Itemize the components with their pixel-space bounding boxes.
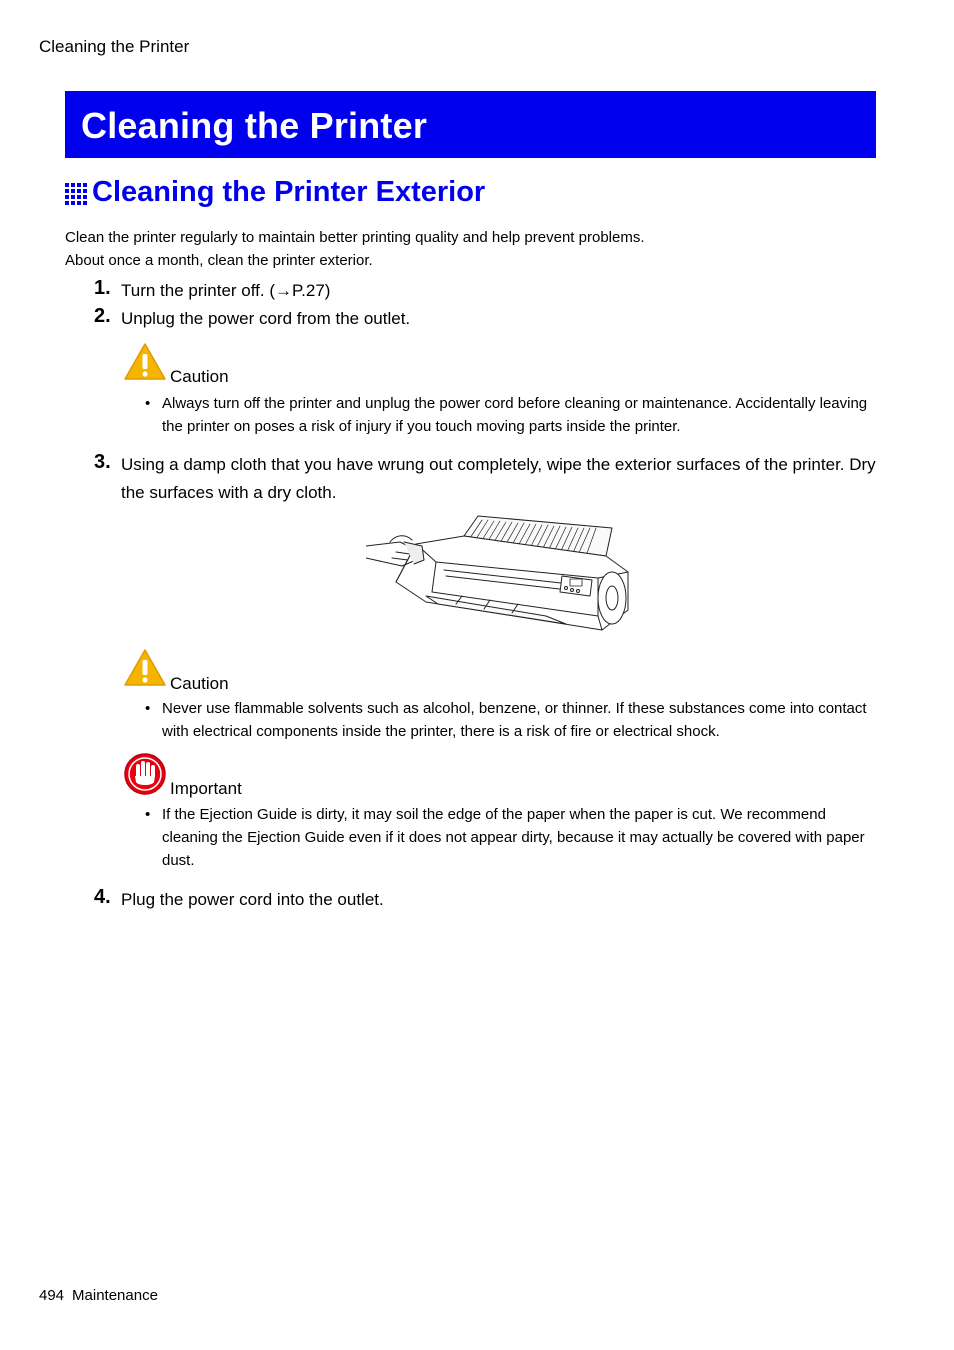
step-text: Using a damp cloth that you have wrung out completely, wipe the exterior surfaces of the printer. Dry the surfaces with a dry cloth. [121,455,876,502]
stop-hand-icon [123,752,167,796]
printer-cleaning-illustration [366,512,634,636]
intro-line: About once a month, clean the printer exterior. [65,252,373,269]
page-footer [39,1287,158,1304]
caution-notice [123,648,867,740]
page-number: 494 [39,1287,65,1304]
notice-text: If the Ejection Guide is dirty, it may soil the edge of the paper when the paper is cut. We recommend cleaning the Ejection Guide even if it does not appear dirty, because it may actually be covered with paper dust. [162,806,865,869]
notice-label: Important [170,779,242,798]
notice-list [145,392,881,438]
step-1 [94,277,881,305]
step-2 [94,305,881,333]
bullet: • [145,806,151,823]
footer-section: Maintenance [72,1287,158,1304]
step-number: 4. [94,886,111,908]
step-text: Unplug the power cord from the outlet. [121,309,411,328]
notice-text: Never use flammable solvents such as alcohol, benzene, or thinner. If these substances come into contact with electrical components inside the printer, there is a risk of fire or electrical shock. [162,700,867,740]
step-4 [94,886,881,914]
page-title: Cleaning the Printer [81,105,428,146]
notice-label: Caution [170,674,229,693]
step-3 [94,451,881,507]
list-item [145,392,881,438]
caution-notice [123,342,868,435]
intro-line: Clean the printer regularly to maintain better printing quality and help prevent problems. [65,229,645,246]
grid-icon [65,183,87,205]
section-heading: Cleaning the Printer Exterior [92,176,486,208]
step-number: 3. [94,451,111,473]
section-header [65,176,485,209]
notice-label: Caution [170,367,229,386]
list-item [145,697,881,743]
list-item [145,803,881,872]
caution-icon [123,342,167,382]
notice-list [145,697,881,743]
chapter-title-bar [65,91,876,158]
step-number: 1. [94,277,111,299]
intro-text [65,226,645,272]
bullet: • [145,700,151,717]
caution-icon [123,648,167,688]
step-text: Plug the power cord into the outlet. [121,890,384,909]
step-number: 2. [94,305,111,327]
notice-list [145,803,881,872]
running-head: Cleaning the Printer [39,37,190,56]
step-text: Turn the printer off. (→P.27) [121,281,331,300]
bullet: • [145,395,151,412]
important-notice [123,752,865,869]
notice-text: Always turn off the printer and unplug the power cord before cleaning or maintenance. Accidentally leaving the printer on poses a risk of injury if you touch moving parts inside the printer. [162,395,868,435]
